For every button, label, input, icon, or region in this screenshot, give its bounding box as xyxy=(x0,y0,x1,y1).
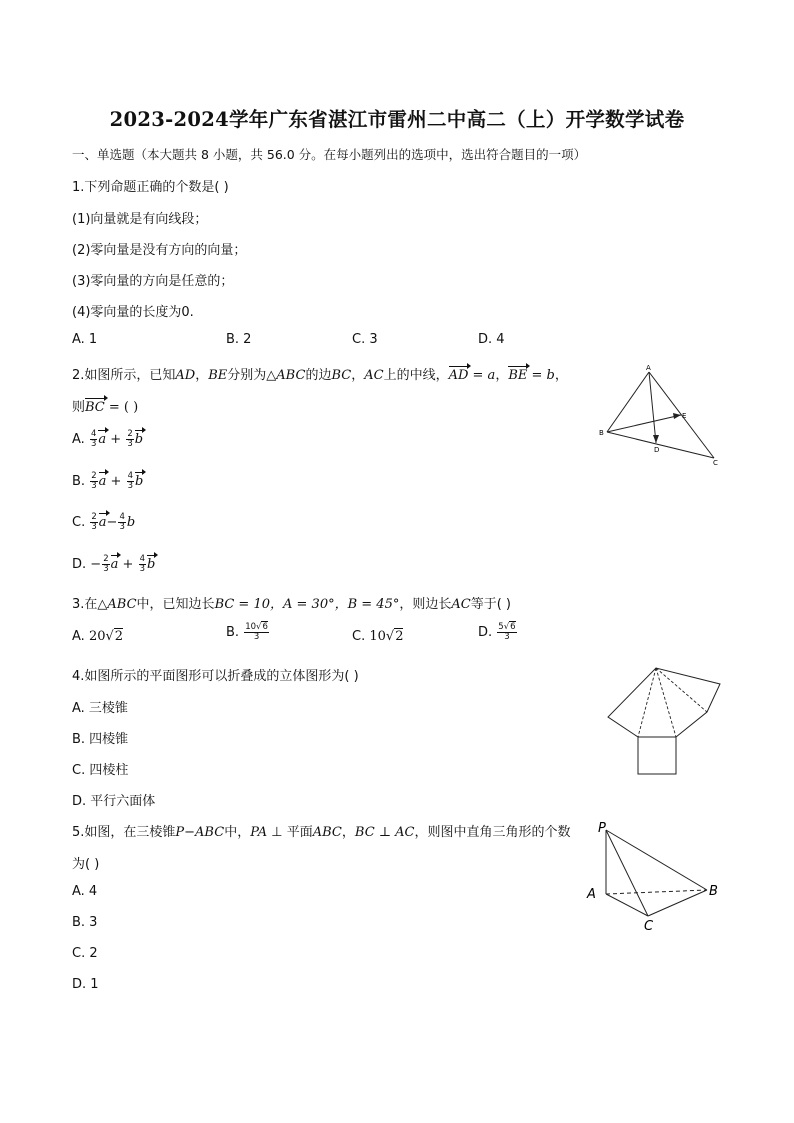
q2-triangle: △ABC xyxy=(266,368,306,383)
q1-item: (3)零向量的方向是任意的； xyxy=(72,274,234,289)
q3-stem-text: 中，已知边长 xyxy=(136,597,215,612)
q3-conditions: BC = 10，A = 30°，B = 45° xyxy=(214,597,400,612)
q2-bc: BC xyxy=(331,368,352,383)
q4-net-figure xyxy=(600,662,730,778)
fraction: $\frac{2}{3}$ xyxy=(91,471,97,491)
fraction: $\frac{5√6}{3}$ xyxy=(498,622,516,642)
q5-fig-label-c: C xyxy=(644,919,654,934)
q4-option-c[interactable]: C. 四棱柱 xyxy=(72,763,129,778)
q3-option-a-root: 2 xyxy=(114,629,124,644)
q1-item: (1)向量就是有向线段； xyxy=(72,212,208,227)
q5-fig-label-b: B xyxy=(709,884,718,899)
q2-fig-label-e: E xyxy=(682,412,687,420)
q5-option-c[interactable]: C. 2 xyxy=(72,946,98,961)
q5-sep: ， xyxy=(341,825,355,840)
q2-ask xyxy=(72,396,138,415)
q5-stem-text: 中， xyxy=(224,825,251,840)
q5-bc: BC xyxy=(354,825,375,840)
q2-fig-label-c: C xyxy=(713,459,718,467)
fraction: $\frac{4}{3}$ xyxy=(139,554,145,574)
q2-fig-label-d: D xyxy=(654,446,660,454)
q2-option-label: C. xyxy=(72,515,86,530)
q2-triangle-figure xyxy=(590,360,730,472)
q3-option-d-num: 5 xyxy=(498,622,504,632)
q3-option-c[interactable]: C. 10√2 xyxy=(352,629,404,644)
q1-option-a[interactable]: A. 1 xyxy=(72,332,98,347)
q4-option-b[interactable]: B. 四棱锥 xyxy=(72,732,129,747)
q5-ac: AC xyxy=(395,825,415,840)
q3-option-label: A. xyxy=(72,629,85,644)
q3-stem xyxy=(72,593,511,612)
q3-option-b-num: 10 xyxy=(245,622,257,632)
q4-option-a[interactable]: A. 三棱锥 xyxy=(72,701,128,716)
q2-stem-text: 上的中线， xyxy=(383,368,449,383)
q3-option-label: C. xyxy=(352,629,366,644)
q2-stem xyxy=(72,364,568,383)
q1-item: (2)零向量是没有方向的向量； xyxy=(72,243,247,258)
q4-stem: 4.如图所示的平面图形可以折叠成的立体图形为( ) xyxy=(72,669,359,684)
q3-option-a-value: 20 xyxy=(88,629,106,644)
q2-option-label: A. xyxy=(72,432,85,447)
q3-option-d-den: 3 xyxy=(504,632,510,642)
q3-stem-text: 等于( ) xyxy=(470,597,511,612)
q3-option-b-den: 3 xyxy=(253,632,260,642)
section-heading: 一、单选题（本大题共 8 小题，共 56.0 分。在每小题列出的选项中，选出符合题目的一项） xyxy=(72,147,587,162)
q2-option-b[interactable]: B. $\frac{2}{3}$ a + $\frac{4}{3}$ b xyxy=(72,471,144,491)
q2-sep: ， xyxy=(554,368,568,383)
q5-pabc: P−ABC xyxy=(175,825,225,840)
q2-eq-b: = b xyxy=(527,368,555,383)
q2-sep: ， xyxy=(195,368,209,383)
q2-be: BE xyxy=(208,368,228,383)
fraction: $\frac{4}{3}$ xyxy=(90,429,97,449)
page-title: 2023-2024学年广东省湛江市雷州二中高二（上）开学数学试卷 xyxy=(109,108,685,131)
q2-option-d[interactable]: D. − $\frac{2}{3}$ a + $\frac{4}{3}$ b xyxy=(72,554,156,574)
q2-ad: AD xyxy=(175,368,196,383)
q5-option-b[interactable]: B. 3 xyxy=(72,915,98,930)
q3-option-a[interactable]: A. 20√2 xyxy=(72,629,124,644)
q2-sep: ， xyxy=(351,368,365,383)
q2-option-label: B. xyxy=(72,474,86,489)
q3-ac: AC xyxy=(451,597,471,612)
q5-perp: ⊥ xyxy=(374,825,396,840)
q2-ask-text: = ( ) xyxy=(104,400,139,415)
q2-stem-text: 2.如图所示，已知 xyxy=(72,368,176,383)
q1-option-b[interactable]: B. 2 xyxy=(226,332,252,347)
q2-option-label: D. xyxy=(72,557,87,572)
q5-fig-label-p: P xyxy=(598,821,606,836)
q1-option-d[interactable]: D. 4 xyxy=(478,332,505,347)
q2-ac: AC xyxy=(364,368,384,383)
q3-option-c-value: 10 xyxy=(369,629,386,644)
q5-stem-text: 5.如图，在三棱锥 xyxy=(72,825,176,840)
q2-sep: ， xyxy=(495,368,509,383)
q3-option-label: D. xyxy=(478,625,493,640)
q2-vector-ad: AD xyxy=(448,368,469,383)
q1-option-c[interactable]: C. 3 xyxy=(352,332,378,347)
q2-option-a[interactable]: A. $\frac{4}{3}$ a + $\frac{2}{3}$ b xyxy=(72,429,144,449)
q5-stem-line2: 为( ) xyxy=(72,857,100,872)
fraction: $\frac{10√6}{3}$ xyxy=(245,622,268,642)
q5-option-a[interactable]: A. 4 xyxy=(72,884,98,899)
q1-item: (4)零向量的长度为0. xyxy=(72,305,194,320)
q5-stem-text: ，则图中直角三角形的个数 xyxy=(414,825,571,840)
q5-abc: ABC xyxy=(312,825,342,840)
q5-fig-label-a: A xyxy=(587,887,596,902)
q3-option-c-root: 2 xyxy=(395,629,404,644)
q5-option-d[interactable]: D. 1 xyxy=(72,977,99,992)
q3-option-d-root: 6 xyxy=(510,622,516,632)
q5-stem xyxy=(72,821,571,840)
q2-stem-text: 的边 xyxy=(305,368,332,383)
q3-triangle: △ABC xyxy=(97,597,137,612)
q3-option-label: B. xyxy=(226,625,240,640)
fraction: $\frac{2}{3}$ xyxy=(91,512,97,532)
q3-stem-text: 3.在 xyxy=(72,597,98,612)
q2-stem-text: 分别为 xyxy=(227,368,267,383)
q2-fig-label-a: A xyxy=(646,364,651,372)
q3-stem-text: ，则边长 xyxy=(399,597,452,612)
q2-eq-a: = a xyxy=(468,368,496,383)
q3-option-b[interactable] xyxy=(226,623,270,642)
q4-option-d[interactable]: D. 平行六面体 xyxy=(72,794,156,809)
q5-pyramid-figure xyxy=(580,816,730,936)
q2-vector-bc: BC xyxy=(85,400,105,415)
q2-ask-text: 则 xyxy=(72,400,86,415)
q3-option-b-root: 6 xyxy=(262,622,268,632)
q2-fig-label-b: B xyxy=(599,429,604,437)
q2-option-c[interactable]: C. $\frac{2}{3}$ a− $\frac{4}{3}$ b xyxy=(72,512,136,532)
q1-stem: 1.下列命题正确的个数是( ) xyxy=(72,180,229,195)
fraction: $\frac{2}{3}$ xyxy=(103,554,109,574)
q2-vector-be: BE xyxy=(508,368,528,383)
q3-option-d[interactable] xyxy=(478,623,518,642)
q5-pa: PA xyxy=(250,825,268,840)
fraction: $\frac{2}{3}$ xyxy=(127,429,133,449)
fraction: $\frac{4}{3}$ xyxy=(119,512,125,532)
fraction: $\frac{4}{3}$ xyxy=(127,471,133,491)
q5-stem-text: ⊥ 平面 xyxy=(267,825,313,840)
